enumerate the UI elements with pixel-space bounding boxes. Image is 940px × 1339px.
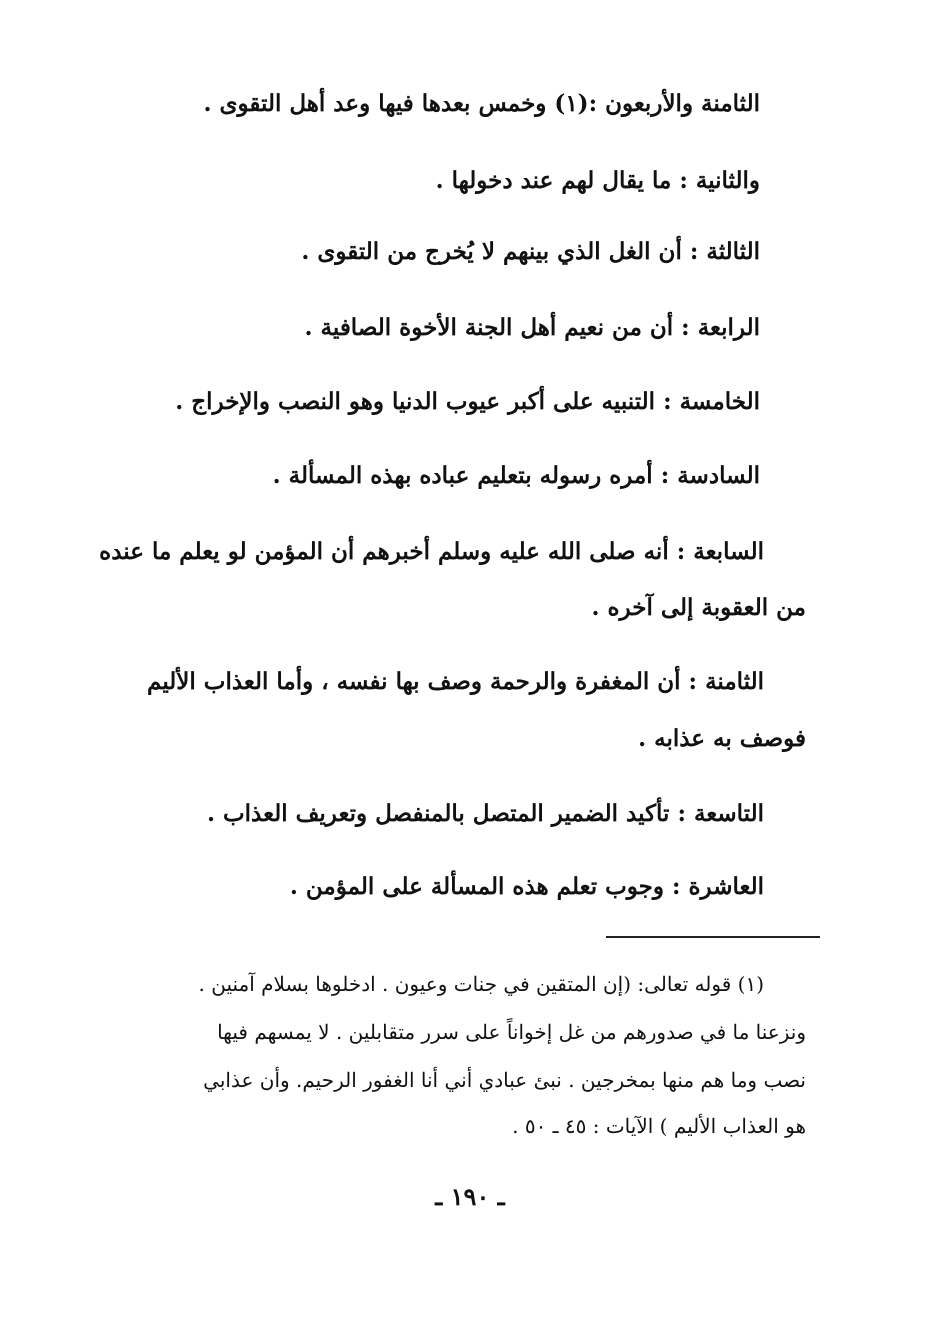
point-text: أن الغل الذي بينهم لا يُخرج من التقوى . [301, 238, 682, 265]
point-7-continuation: من العقوبة إلى آخره . [591, 594, 806, 621]
point-text: (١) وخمس بعدها فيها وعد أهل التقوى . [203, 90, 589, 117]
point-text: أن المغفرة والرحمة وصف بها نفسه ، وأما العذاب الأليم [147, 668, 681, 695]
point-8-continuation: فوصف به عذابه . [638, 725, 806, 752]
point-7: السابعة : أنه صلى الله عليه وسلم أخبرهم أن المؤمن لو يعلم ما عنده [99, 538, 764, 565]
footnote-line-1: (١) قوله تعالى: (إن المتقين في جنات وعيون . ادخلوها بسلام آمنين . [198, 972, 764, 996]
point-label: الثامنة [705, 668, 764, 695]
point-48: الثامنة والأربعون :(١) وخمس بعدها فيها وعد أهل التقوى . [203, 90, 760, 117]
point-text: أن من نعيم أهل الجنة الأخوة الصافية . [304, 314, 674, 341]
point-text: تأكيد الضمير المتصل بالمنفصل وتعريف العذاب . [206, 800, 670, 827]
page-number: ـ ١٩٠ ـ [435, 1182, 505, 1211]
point-text: وجوب تعلم هذه المسألة على المؤمن . [289, 873, 664, 900]
footnote-line-2: ونزعنا ما في صدورهم من غل إخواناً على سرر متقابلين . لا يمسهم فيها [217, 1020, 806, 1044]
point-6: السادسة : أمره رسوله بتعليم عباده بهذه المسألة . [272, 462, 760, 489]
point-text: ما يقال لهم عند دخولها . [435, 167, 672, 194]
point-label: السادسة [677, 462, 760, 489]
point-label: الثالثة [706, 238, 760, 265]
point-label: الرابعة [697, 314, 760, 341]
point-label: السابعة [693, 538, 764, 565]
point-3: الثالثة : أن الغل الذي بينهم لا يُخرج من التقوى . [301, 238, 760, 265]
point-4: الرابعة : أن من نعيم أهل الجنة الأخوة الصافية . [304, 314, 760, 341]
point-label: العاشرة [688, 873, 764, 900]
point-label: الثامنة والأربعون [605, 90, 760, 117]
footnote-line-4: هو العذاب الأليم ) الآيات : ٤٥ ـ ٥٠ . [512, 1114, 806, 1138]
point-text: التنبيه على أكبر عيوب الدنيا وهو النصب والإخراج . [175, 388, 656, 415]
point-text: أنه صلى الله عليه وسلم أخبرهم أن المؤمن لو يعلم ما عنده [99, 538, 669, 565]
point-label: والثانية [695, 167, 760, 194]
point-9: التاسعة : تأكيد الضمير المتصل بالمنفصل وتعريف العذاب . [206, 800, 764, 827]
point-10: العاشرة : وجوب تعلم هذه المسألة على المؤمن . [289, 873, 764, 900]
point-5: الخامسة : التنبيه على أكبر عيوب الدنيا وهو النصب والإخراج . [175, 388, 760, 415]
point-label: التاسعة [693, 800, 764, 827]
point-label: الخامسة [679, 388, 760, 415]
footnote-divider [606, 936, 820, 938]
point-8: الثامنة : أن المغفرة والرحمة وصف بها نفسه ، وأما العذاب الأليم [147, 668, 764, 695]
point-2: والثانية : ما يقال لهم عند دخولها . [435, 167, 760, 194]
footnote-line-3: نصب وما هم منها بمخرجين . نبئ عبادي أني أنا الغفور الرحيم. وأن عذابي [203, 1068, 806, 1092]
point-text: أمره رسوله بتعليم عباده بهذه المسألة . [272, 462, 653, 489]
